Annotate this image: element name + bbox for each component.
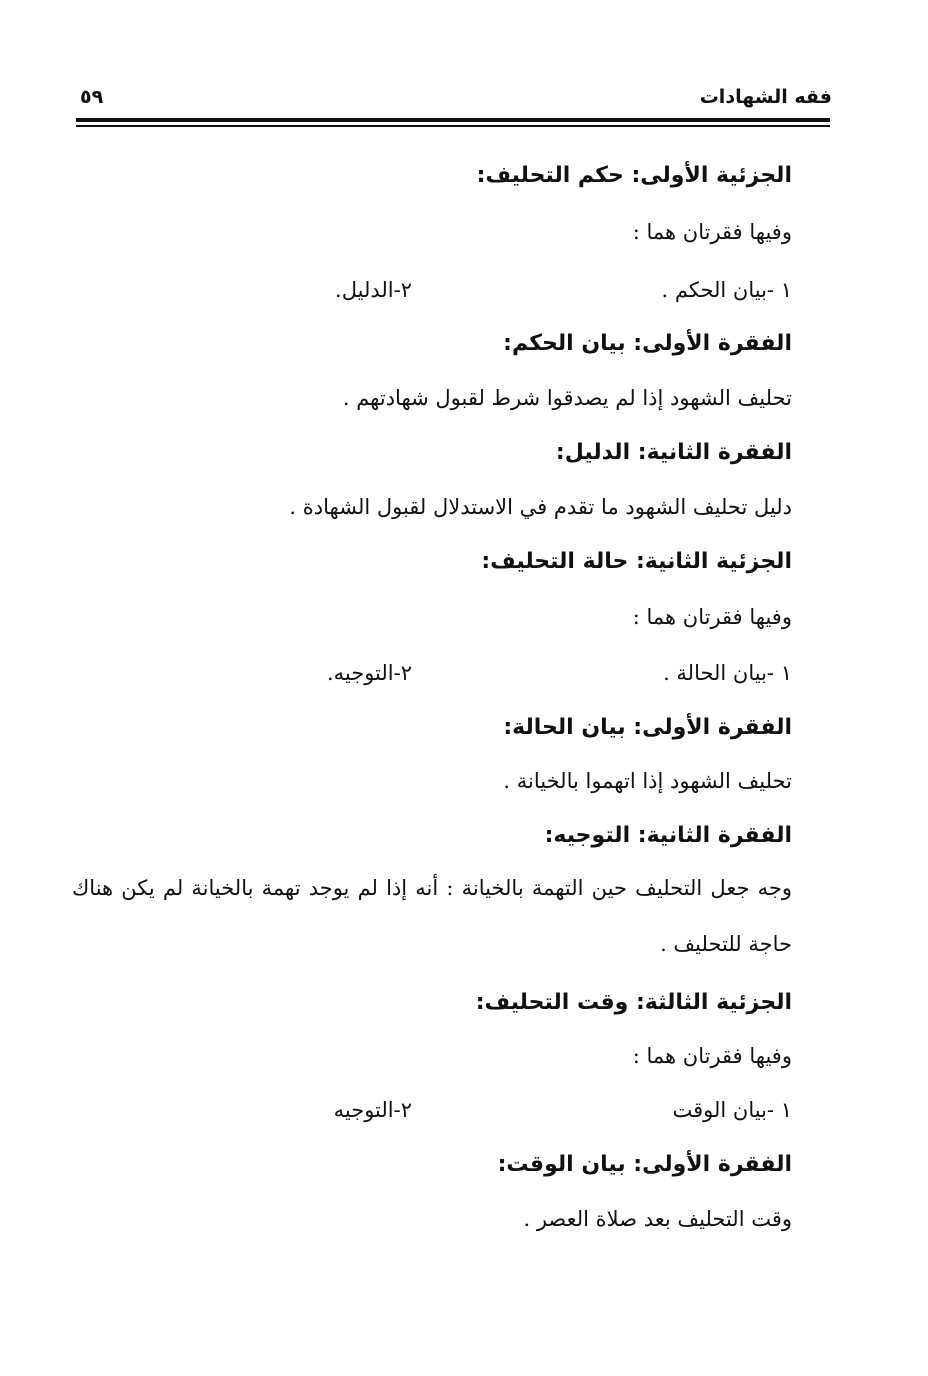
list-item-1: ١ -بيان الوقت [672, 1098, 792, 1122]
paragraph-text: دليل تحليف الشهود ما تقدم في الاستدلال لقبول الشهادة . [289, 495, 792, 519]
paragraph-heading: الفقرة الثانية: التوجيه: [544, 823, 792, 848]
list-item-1: ١ -بيان الحكم . [661, 278, 792, 302]
paragraph-text: تحليف الشهود إذا لم يصدقوا شرط لقبول شهادتهم . [342, 386, 792, 410]
paragraph-text: تحليف الشهود إذا اتهموا بالخيانة . [503, 769, 792, 793]
list-item-1: ١ -بيان الحالة . [663, 661, 792, 685]
list-item-2: ٢-التوجيه [333, 1098, 412, 1122]
header-rule-thin [76, 125, 830, 127]
list-item-2: ٢-التوجيه. [326, 661, 412, 685]
paragraph-heading: الفقرة الأولى: بيان الحكم: [503, 331, 792, 356]
paragraph-heading: الفقرة الثانية: الدليل: [555, 440, 792, 465]
header-rule-thick [76, 118, 830, 122]
page-number: ٥٩ [80, 86, 104, 108]
subsection-heading-ruling: الجزئية الأولى: حكم التحليف: [476, 163, 792, 188]
paragraph-heading: الفقرة الأولى: بيان الحالة: [503, 715, 792, 740]
list-item-2: ٢-الدليل. [335, 278, 412, 302]
subsection-heading-time: الجزئية الثالثة: وقت التحليف: [475, 990, 792, 1015]
paragraph-heading: الفقرة الأولى: بيان الوقت: [497, 1152, 792, 1177]
subsection-heading-condition: الجزئية الثانية: حالة التحليف: [481, 549, 792, 574]
paragraph-text: وقت التحليف بعد صلاة العصر . [523, 1207, 792, 1231]
running-header-title: فقه الشهادات [699, 86, 832, 108]
paragraph-intro: وفيها فقرتان هما : [632, 1044, 792, 1068]
paragraph-wrapped: وجه جعل التحليف حين التهمة بالخيانة : أنه إذا لم يوجد تهمة بالخيانة لم يكن هناك حاجة للتحليف . [72, 876, 792, 956]
paragraph-intro: وفيها فقرتان هما : [632, 605, 792, 629]
paragraph-intro: وفيها فقرتان هما : [632, 220, 792, 244]
